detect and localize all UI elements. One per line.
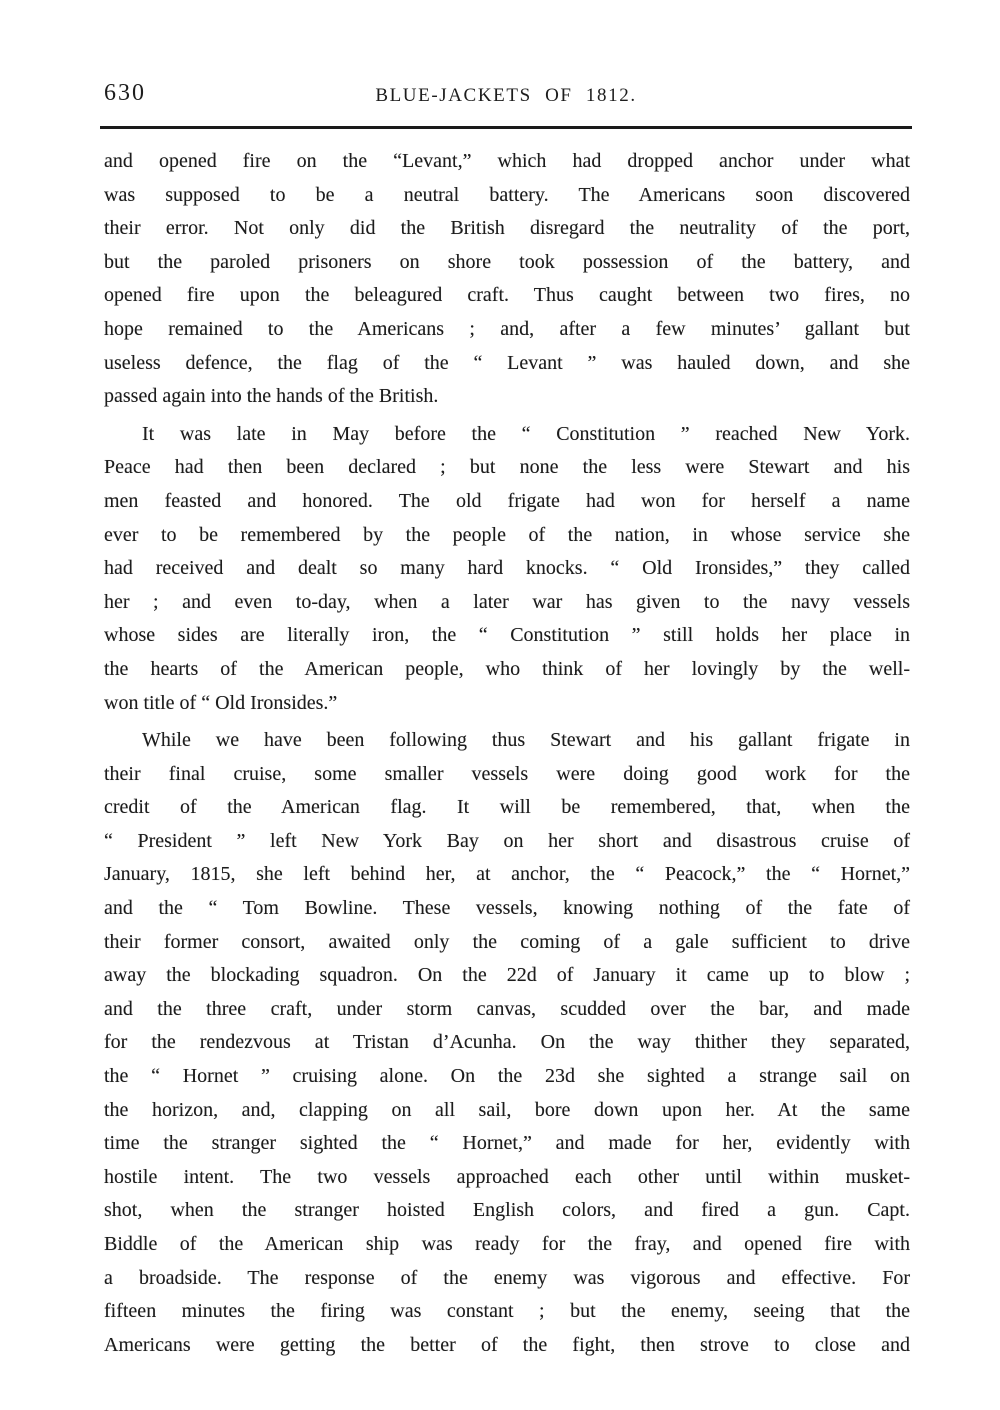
text-line: away the blockading squadron. On the 22d of January it came up to blow ; [104, 964, 910, 987]
text-line: won title of “ Old Ironsides.” [104, 691, 338, 714]
paragraph [104, 418, 910, 720]
text-line: “ President ” left New York Bay on her short and disastrous cruise of [104, 829, 910, 852]
text-line: her ; and even to-day, when a later war has given to the navy vessels [104, 590, 910, 613]
text-line: passed again into the hands of the British. [104, 385, 439, 408]
text-line: and the three craft, under storm canvas, scudded over the bar, and made [104, 997, 910, 1020]
text-line: Americans were getting the better of the fight, then strove to close and [104, 1333, 910, 1356]
text-line: While we have been following thus Stewart and his gallant frigate in [142, 729, 910, 752]
page-body [104, 145, 910, 1362]
text-line: January, 1815, she left behind her, at anchor, the “ Peacock,” the “ Hornet,” [104, 863, 910, 886]
text-line: and the “ Tom Bowline. These vessels, knowing nothing of the fate of [104, 897, 910, 920]
text-line: hostile intent. The two vessels approached each other until within musket- [104, 1165, 910, 1188]
text-line: and opened fire on the “Levant,” which had dropped anchor under what [104, 150, 910, 172]
text-line: men feasted and honored. The old frigate had won for herself a name [104, 489, 910, 512]
running-header-title: BLUE-JACKETS OF 1812. [375, 85, 637, 106]
text-line: opened fire upon the beleagured craft. Thus caught between two fires, no [104, 284, 910, 307]
text-line: their final cruise, some smaller vessels were doing good work for the [104, 762, 910, 785]
text-line: It was late in May before the “ Constitution ” reached New York. [142, 422, 910, 445]
text-line: hope remained to the Americans ; and, after a few minutes’ gallant but [104, 317, 910, 340]
text-line: shot, when the stranger hoisted English colors, and fired a gun. Capt. [104, 1199, 910, 1222]
text-line: time the stranger sighted the “ Hornet,” and made for her, evidently with [104, 1132, 910, 1155]
text-line: but the paroled prisoners on shore took possession of the battery, and [104, 250, 910, 273]
text-line: ever to be remembered by the people of the nation, in whose service she [104, 523, 910, 546]
page-number: 630 [104, 80, 146, 106]
text-line: was supposed to be a neutral battery. The Americans soon discovered [104, 183, 910, 206]
text-line: the horizon, and, clapping on all sail, bore down upon her. At the same [104, 1098, 910, 1121]
text-line: the “ Hornet ” cruising alone. On the 23d she sighted a strange sail on [104, 1065, 910, 1088]
paragraph [104, 724, 910, 1362]
text-line: their former consort, awaited only the coming of a gale sufficient to drive [104, 930, 910, 953]
text-line: Biddle of the American ship was ready for the fray, and opened fire with [104, 1233, 910, 1255]
text-line: credit of the American flag. It will be remembered, that, when the [104, 796, 910, 819]
text-line: a broadside. The response of the enemy was vigorous and effective. For [104, 1266, 910, 1289]
paragraph [104, 145, 910, 414]
text-line: fifteen minutes the firing was constant ; but the enemy, seeing that the [104, 1300, 910, 1323]
text-line: for the rendezvous at Tristan d’Acunha. On the way thither they separated, [104, 1031, 910, 1054]
text-line: the hearts of the American people, who think of her lovingly by the well- [104, 657, 910, 680]
text-line: their error. Not only did the British disregard the neutrality of the port, [104, 217, 910, 240]
text-line: whose sides are literally iron, the “ Constitution ” still holds her place in [104, 624, 910, 647]
text-line: Peace had then been declared ; but none the less were Stewart and his [104, 456, 910, 479]
text-line: useless defence, the flag of the “ Levant ” was hauled down, and she [104, 351, 910, 374]
header-rule-divider [100, 126, 912, 129]
text-line: had received and dealt so many hard knocks. “ Old Ironsides,” they called [104, 557, 910, 580]
